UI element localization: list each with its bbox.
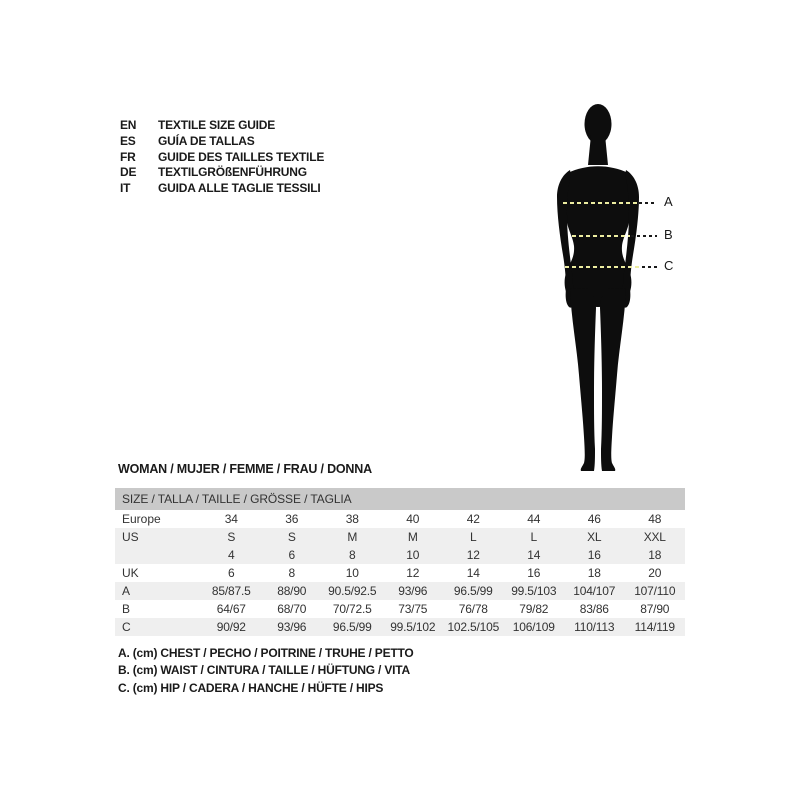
waist-leader-dots	[631, 235, 657, 237]
table-row	[115, 564, 685, 582]
table-row	[115, 510, 685, 528]
chest-leader-dots	[639, 202, 657, 204]
size-cell: 6	[288, 548, 295, 562]
size-cell: 73/75	[398, 602, 428, 616]
size-cell: 20	[648, 566, 662, 580]
size-cell: 34	[224, 512, 238, 526]
size-cell: 96.5/99	[453, 584, 493, 598]
language-code: DE	[120, 165, 137, 180]
size-cell: L	[470, 530, 477, 544]
size-cell: 12	[466, 548, 480, 562]
size-cell: S	[287, 530, 296, 544]
size-cell: XXL	[643, 530, 666, 544]
language-code: EN	[120, 118, 137, 132]
size-cell: L	[530, 530, 537, 544]
size-table-header: SIZE / TALLA / TAILLE / GRÖSSE / TAGLIA	[115, 488, 685, 510]
size-cell: M	[407, 530, 418, 544]
size-cell: 114/119	[634, 620, 675, 634]
table-row	[115, 600, 685, 618]
size-cell: 14	[466, 566, 480, 580]
row-label: UK	[122, 566, 139, 580]
note-hip: C. (cm) HIP / CADERA / HANCHE / HÜFTE / HIPS	[118, 680, 384, 695]
size-cell: 44	[527, 512, 541, 526]
measure-line-hip	[538, 258, 708, 273]
chest-dash-line	[563, 202, 638, 204]
language-row	[120, 165, 324, 181]
size-cell: 79/82	[519, 602, 549, 616]
size-cell: 83/86	[579, 602, 609, 616]
language-row	[120, 150, 324, 166]
row-label	[115, 546, 201, 564]
table-row	[115, 582, 685, 600]
size-cell: 106/109	[512, 620, 555, 634]
size-cell: 90/92	[216, 620, 246, 634]
size-cell: 46	[587, 512, 601, 526]
size-cell: 64/67	[216, 602, 246, 616]
language-code: FR	[120, 149, 136, 164]
size-cell: 90.5/92.5	[328, 584, 377, 598]
language-code: ES	[120, 133, 136, 148]
size-cell: 6	[228, 566, 235, 580]
size-cell: 102.5/105	[447, 620, 500, 634]
note-chest: A. (cm) CHEST / PECHO / POITRINE / TRUHE / PETTO	[118, 646, 414, 660]
size-cell: M	[347, 530, 358, 544]
language-row	[120, 134, 324, 150]
size-cell: 99.5/102	[390, 620, 436, 634]
size-table	[115, 488, 685, 636]
note-waist: B. (cm) WAIST / CINTURA / TAILLE / HÜFTUNG / VITA	[118, 663, 410, 678]
language-label: GUIDE DES TAILLES TEXTILE	[158, 149, 325, 164]
size-cell: 4	[228, 548, 235, 562]
marker-label-c: C	[664, 258, 674, 273]
row-label: Europe	[122, 512, 161, 526]
measurement-notes	[118, 645, 414, 697]
size-cell: 8	[349, 548, 356, 562]
size-cell: 99.5/103	[511, 584, 557, 598]
size-cell: 38	[345, 512, 359, 526]
marker-label-a: A	[664, 194, 673, 209]
marker-label-b: B	[664, 227, 673, 242]
size-cell: 10	[406, 548, 420, 562]
language-label: GUIDA ALLE TAGLIE TESSILI	[158, 181, 321, 196]
size-cell: 18	[587, 566, 601, 580]
measure-line-waist	[538, 227, 708, 242]
table-row	[115, 528, 685, 546]
row-label: A	[122, 584, 131, 598]
size-cell: 40	[406, 512, 420, 526]
size-cell: 93/96	[398, 584, 428, 598]
size-cell: 96.5/99	[332, 620, 372, 634]
size-cell: 93/96	[277, 620, 307, 634]
size-cell: 16	[587, 548, 601, 562]
measure-line-chest	[538, 194, 708, 209]
size-cell: 107/110	[634, 584, 676, 598]
language-label: GUÍA DE TALLAS	[158, 133, 255, 148]
language-code: IT	[120, 181, 131, 196]
waist-dash-line	[572, 235, 630, 237]
size-cell: 104/107	[573, 584, 616, 598]
size-cell: 87/90	[640, 602, 670, 616]
size-cell: 48	[648, 512, 662, 526]
row-label: C	[122, 620, 131, 634]
size-cell: 8	[288, 566, 295, 580]
section-title: WOMAN / MUJER / FEMME / FRAU / DONNA	[118, 462, 372, 476]
size-cell: 85/87.5	[211, 584, 251, 598]
size-cell: 18	[648, 548, 662, 562]
language-label: TEXTILE SIZE GUIDE	[158, 118, 276, 132]
language-list	[120, 118, 324, 197]
size-cell: 10	[345, 566, 359, 580]
size-cell: 12	[406, 566, 420, 580]
size-cell: 110/113	[574, 620, 615, 634]
size-cell: 68/70	[277, 602, 307, 616]
woman-silhouette	[538, 103, 658, 471]
size-cell: 16	[527, 566, 541, 580]
table-row	[115, 546, 685, 564]
size-cell: 42	[466, 512, 480, 526]
size-cell: 14	[527, 548, 541, 562]
measurement-figure	[538, 103, 708, 471]
size-table-body	[115, 510, 685, 636]
language-row	[120, 118, 324, 134]
size-cell: 36	[285, 512, 299, 526]
size-cell: 76/78	[458, 602, 488, 616]
size-cell: 70/72.5	[332, 602, 372, 616]
size-cell: 88/90	[277, 584, 307, 598]
language-label: TEXTILGRÖßENFÜHRUNG	[158, 165, 307, 180]
size-cell: XL	[587, 530, 602, 544]
size-cell: S	[227, 530, 236, 544]
row-label: B	[122, 602, 131, 616]
table-row	[115, 618, 685, 636]
hip-leader-dots	[642, 266, 657, 268]
hip-dash-line	[565, 266, 641, 268]
row-label: US	[122, 530, 139, 544]
language-row	[120, 181, 324, 197]
